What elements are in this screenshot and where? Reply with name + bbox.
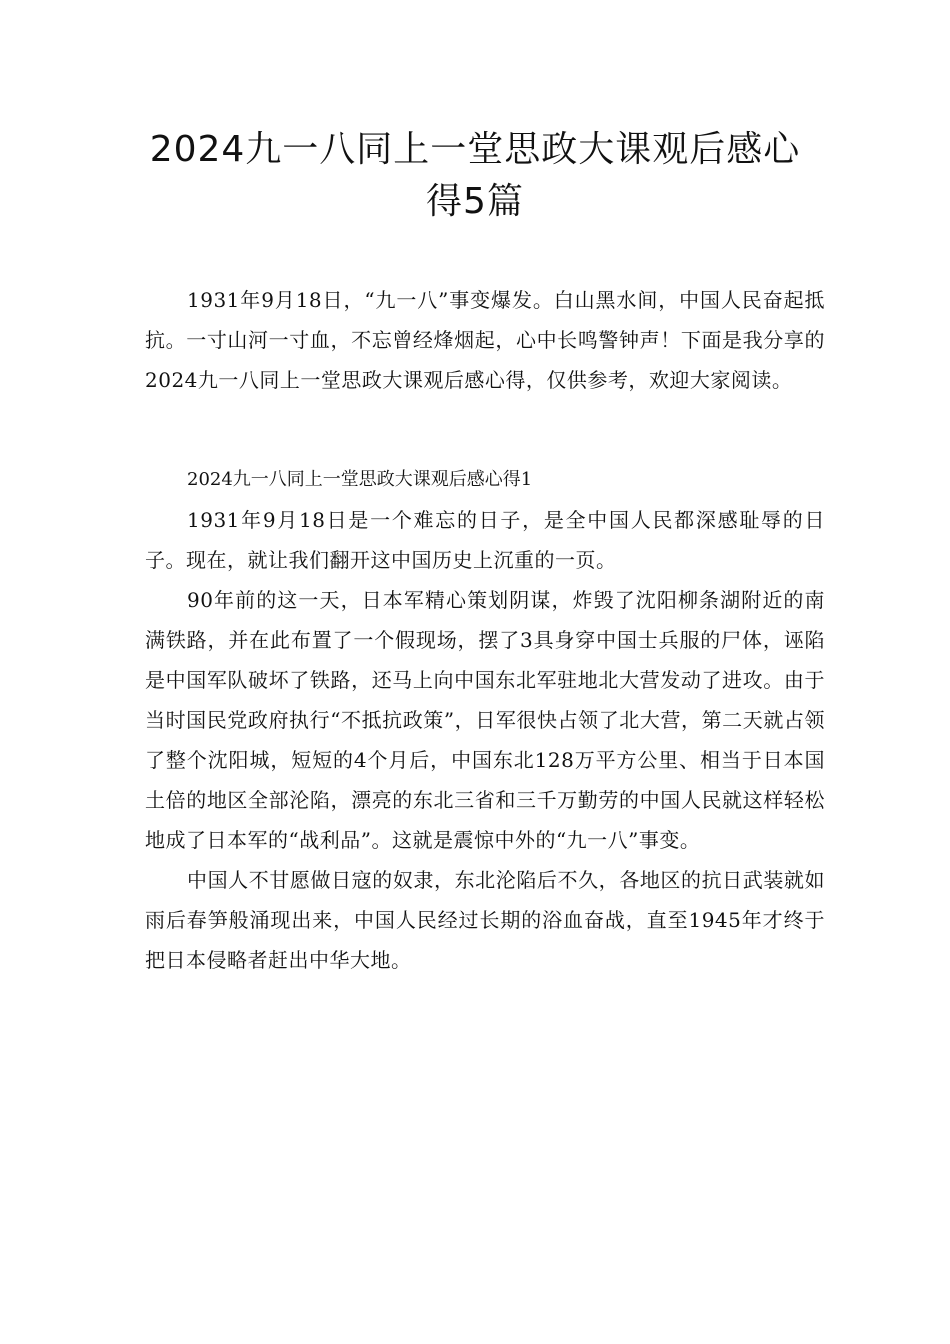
section-gap <box>145 400 825 460</box>
body-paragraph-1: 1931年9月18日是一个难忘的日子，是全中国人民都深感耻辱的日子。现在，就让我们翻开这中国历史上沉重的一页。 <box>145 508 825 572</box>
intro-paragraph: 1931年9月18日，“九一八”事变爆发。白山黑水间，中国人民奋起抵抗。一寸山河一寸血，不忘曾经烽烟起，心中长鸣警钟声！下面是我分享的2024九一八同上一堂思政大课观后感心得，仅供参考，欢迎大家阅读。 <box>145 288 825 392</box>
body-paragraph-3: 中国人不甘愿做日寇的奴隶，东北沦陷后不久，各地区的抗日武装就如雨后春笋般涌现出来，中国人民经过长期的浴血奋战，直至1945年才终于把日本侵略者赶出中华大地。 <box>145 868 825 972</box>
body-paragraph-2: 90年前的这一天，日本军精心策划阴谋，炸毁了沈阳柳条湖附近的南满铁路，并在此布置了一个假现场，摆了3具身穿中国士兵服的尸体，诬陷是中国军队破坏了铁路，还马上向中国东北军驻地北大营发动了进攻。由于当时国民党政府执行“不抵抗政策”，日军很快占领了北大营，第二天就占领了整个沈阳城，短短的4个月后，中国东北128万平方公里、相当于日本国土倍的地区全部沦陷，漂亮的东北三省和三千万勤劳的中国人民就这样轻松地成了日本军的“战利品”。这就是震惊中外的“九一八”事变。 <box>145 588 825 852</box>
document-body <box>145 280 825 980</box>
section-heading: 2024九一八同上一堂思政大课观后感心得1 <box>187 469 533 490</box>
title-line-1: 2024九一八同上一堂思政大课观后感心 <box>149 129 801 170</box>
title-line-2: 得5篇 <box>426 181 524 222</box>
document-title <box>130 124 820 228</box>
